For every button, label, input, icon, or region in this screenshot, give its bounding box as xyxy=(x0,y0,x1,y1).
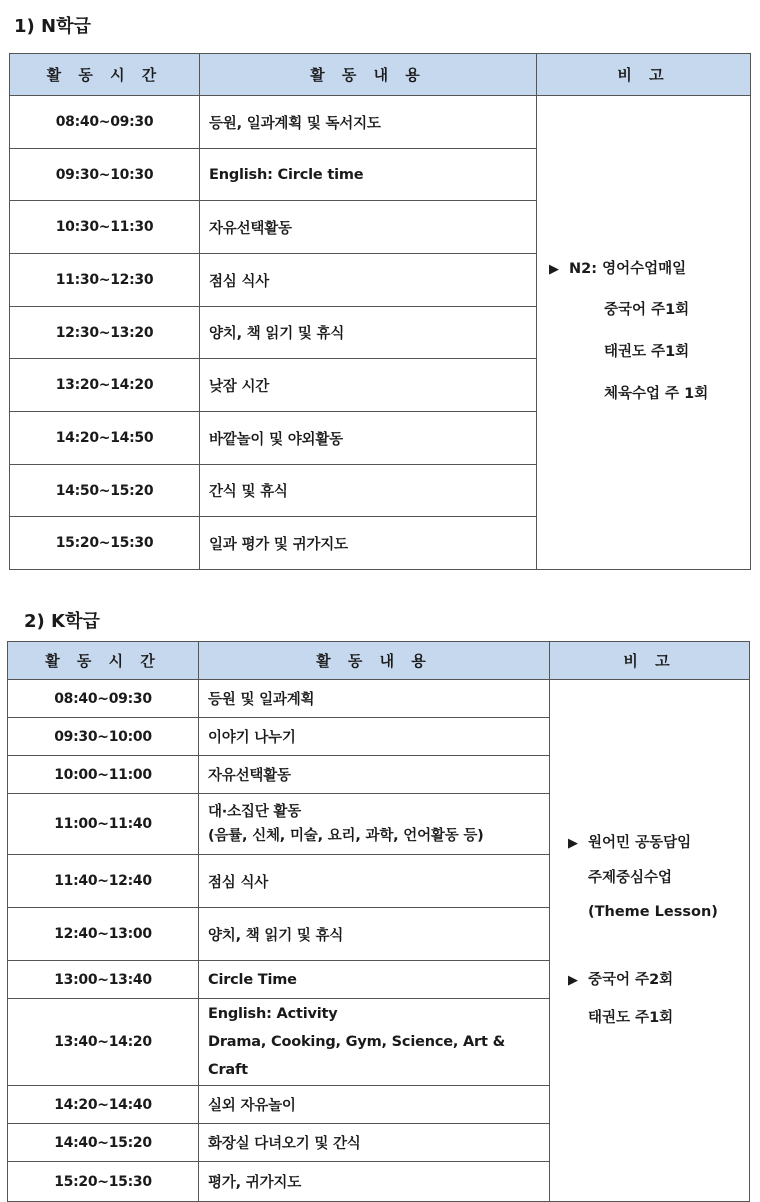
time-cell: 09:30~10:00 xyxy=(8,718,199,756)
activity-cell xyxy=(199,794,550,855)
time-cell: 15:20~15:30 xyxy=(10,517,200,570)
activity-cell: 점심 식사 xyxy=(200,254,537,307)
header-note: 비 고 xyxy=(537,54,751,96)
time-cell: 13:40~14:20 xyxy=(8,999,199,1086)
section-title-n-class: 1) N학급 xyxy=(14,16,91,37)
time-cell: 08:40~09:30 xyxy=(8,680,199,718)
header-note: 비 고 xyxy=(550,642,750,680)
time-cell: 13:00~13:40 xyxy=(8,961,199,999)
bullet-icon: ▶ xyxy=(568,973,578,988)
activity-cell: 등원 및 일과계획 xyxy=(199,680,550,718)
activity-line: Drama, Cooking, Gym, Science, Art & Craft xyxy=(208,1034,506,1078)
activity-cell: 낮잠 시간 xyxy=(200,359,537,412)
note-line: 중국어 주2회 xyxy=(588,972,674,988)
table-row xyxy=(10,96,751,149)
activity-cell: 점심 식사 xyxy=(199,855,550,908)
activity-cell: 실외 자유놀이 xyxy=(199,1086,550,1124)
note-line: 중국어 주1회 xyxy=(604,302,690,318)
activity-cell: 평가, 귀가지도 xyxy=(199,1162,550,1202)
schedule-table-k-class xyxy=(7,641,750,1202)
time-cell: 11:00~11:40 xyxy=(8,794,199,855)
note-line: 체육수업 주 1회 xyxy=(604,386,709,402)
time-cell: 13:20~14:20 xyxy=(10,359,200,412)
activity-cell: English: Circle time xyxy=(200,149,537,201)
activity-cell: 이야기 나누기 xyxy=(199,718,550,756)
activity-cell xyxy=(199,999,550,1086)
activity-cell: 자유선택활동 xyxy=(200,201,537,254)
activity-cell: 자유선택활동 xyxy=(199,756,550,794)
time-cell: 09:30~10:30 xyxy=(10,149,200,201)
time-cell: 10:30~11:30 xyxy=(10,201,200,254)
time-cell: 14:20~14:40 xyxy=(8,1086,199,1124)
note-line: 태권도 주1회 xyxy=(604,344,690,360)
activity-cell: Circle Time xyxy=(199,961,550,999)
time-cell: 14:50~15:20 xyxy=(10,465,200,517)
time-cell: 11:30~12:30 xyxy=(10,254,200,307)
bullet-icon: ▶ xyxy=(549,262,559,277)
bullet-icon: ▶ xyxy=(568,836,578,851)
note-line: 주제중심수업 xyxy=(588,870,673,886)
table-header-row xyxy=(10,54,751,96)
time-cell: 10:00~11:00 xyxy=(8,756,199,794)
time-cell: 12:40~13:00 xyxy=(8,908,199,961)
time-cell: 08:40~09:30 xyxy=(10,96,200,149)
table-row xyxy=(8,680,750,718)
note-cell xyxy=(550,680,750,1202)
section-title-k-class: 2) K학급 xyxy=(24,611,100,632)
activity-cell: 간식 및 휴식 xyxy=(200,465,537,517)
header-activity: 활 동 내 용 xyxy=(200,54,537,96)
schedule-table-n-class xyxy=(9,53,751,570)
note-line: 원어민 공동담임 xyxy=(588,835,692,851)
note-cell xyxy=(537,96,751,570)
time-cell: 14:20~14:50 xyxy=(10,412,200,465)
time-cell: 11:40~12:40 xyxy=(8,855,199,908)
activity-line: English: Activity xyxy=(208,1006,338,1022)
activity-cell: 등원, 일과계획 및 독서지도 xyxy=(200,96,537,149)
table-header-row xyxy=(8,642,750,680)
activity-cell: 화장실 다녀오기 및 간식 xyxy=(199,1124,550,1162)
activity-cell: 양치, 책 읽기 및 휴식 xyxy=(200,307,537,359)
activity-cell: 일과 평가 및 귀가지도 xyxy=(200,517,537,570)
time-cell: 14:40~15:20 xyxy=(8,1124,199,1162)
note-line: (Theme Lesson) xyxy=(588,904,718,920)
activity-cell: 바깥놀이 및 야외활동 xyxy=(200,412,537,465)
time-cell: 12:30~13:20 xyxy=(10,307,200,359)
activity-line: (음률, 신체, 미술, 요리, 과학, 언어활동 등) xyxy=(208,828,484,844)
note-line: N2: 영어수업매일 xyxy=(569,261,687,277)
activity-line: 대·소집단 활동 xyxy=(208,804,301,820)
note-line: 태권도 주1회 xyxy=(588,1010,674,1026)
header-activity: 활 동 내 용 xyxy=(199,642,550,680)
time-cell: 15:20~15:30 xyxy=(8,1162,199,1202)
activity-cell: 양치, 책 읽기 및 휴식 xyxy=(199,908,550,961)
header-time: 활 동 시 간 xyxy=(10,54,200,96)
header-time: 활 동 시 간 xyxy=(8,642,199,680)
